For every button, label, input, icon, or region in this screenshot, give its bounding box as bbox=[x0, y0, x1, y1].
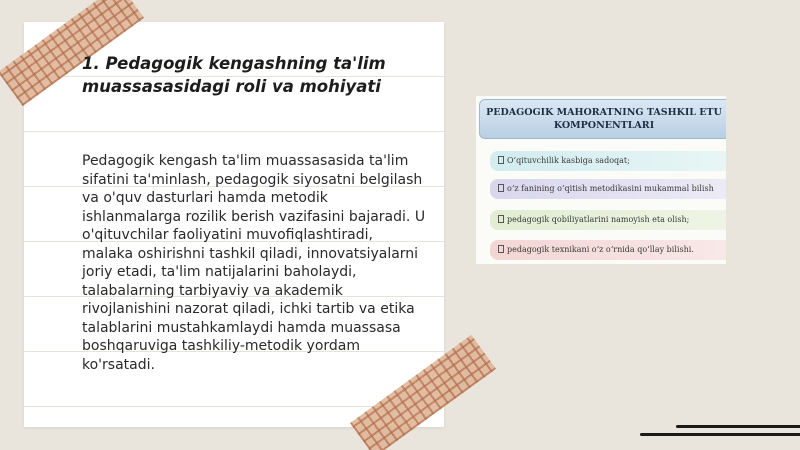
diagram-item-label: o‘z fanining o‘qitish metodikasini mukammal bilish bbox=[507, 184, 714, 193]
diagram-item bbox=[490, 151, 726, 171]
checkbox-bullet-icon bbox=[498, 245, 504, 253]
components-diagram-image bbox=[476, 96, 726, 264]
diagram-item-label: pedagogik texnikani o‘z o‘rnida qo‘llay bilishi. bbox=[507, 245, 694, 254]
checkbox-bullet-icon bbox=[498, 156, 504, 164]
decorative-line bbox=[640, 433, 800, 436]
slide-title: 1. Pedagogik kengashning ta'lim muassasasidagi roli va mohiyati bbox=[82, 54, 386, 96]
diagram-header: PEDAGOGIK MAHORATNING TASHKIL ETU KOMPONENTLARI bbox=[479, 99, 726, 139]
checkbox-bullet-icon bbox=[498, 215, 504, 223]
diagram-item bbox=[490, 210, 726, 230]
checkbox-bullet-icon bbox=[498, 184, 504, 192]
decorative-line bbox=[676, 425, 800, 428]
diagram-item-label: O‘qituvchilik kasbiga sadoqat; bbox=[507, 156, 630, 165]
diagram-item bbox=[490, 179, 726, 199]
diagram-item bbox=[490, 240, 726, 260]
slide-body-text: Pedagogik kengash ta'lim muassasasida ta'lim sifatini ta'minlash, pedagogik siyosatni belgilash va o'quv dasturlari hamda metodik ishlanmalarga rozilik berish vazifasini bajaradi. U o'qituvchilar faoliyatini muvofiqlashtiradi, malaka oshirishni tashkil qiladi, innovatsiyalarni joriy etadi, ta'lim natijalarini baholaydi, talabalarning tarbiyaviy va akademik rivojlanishini nazorat qiladi, ichki tartib va etika talablarini mustahkamlaydi hamda muassasa boshqaruviga tashkiliy-metodik yordam ko'rsatadi. bbox=[82, 153, 426, 373]
diagram-item-label: pedagogik qobiliyatlarini namoyish eta olish; bbox=[507, 215, 690, 224]
